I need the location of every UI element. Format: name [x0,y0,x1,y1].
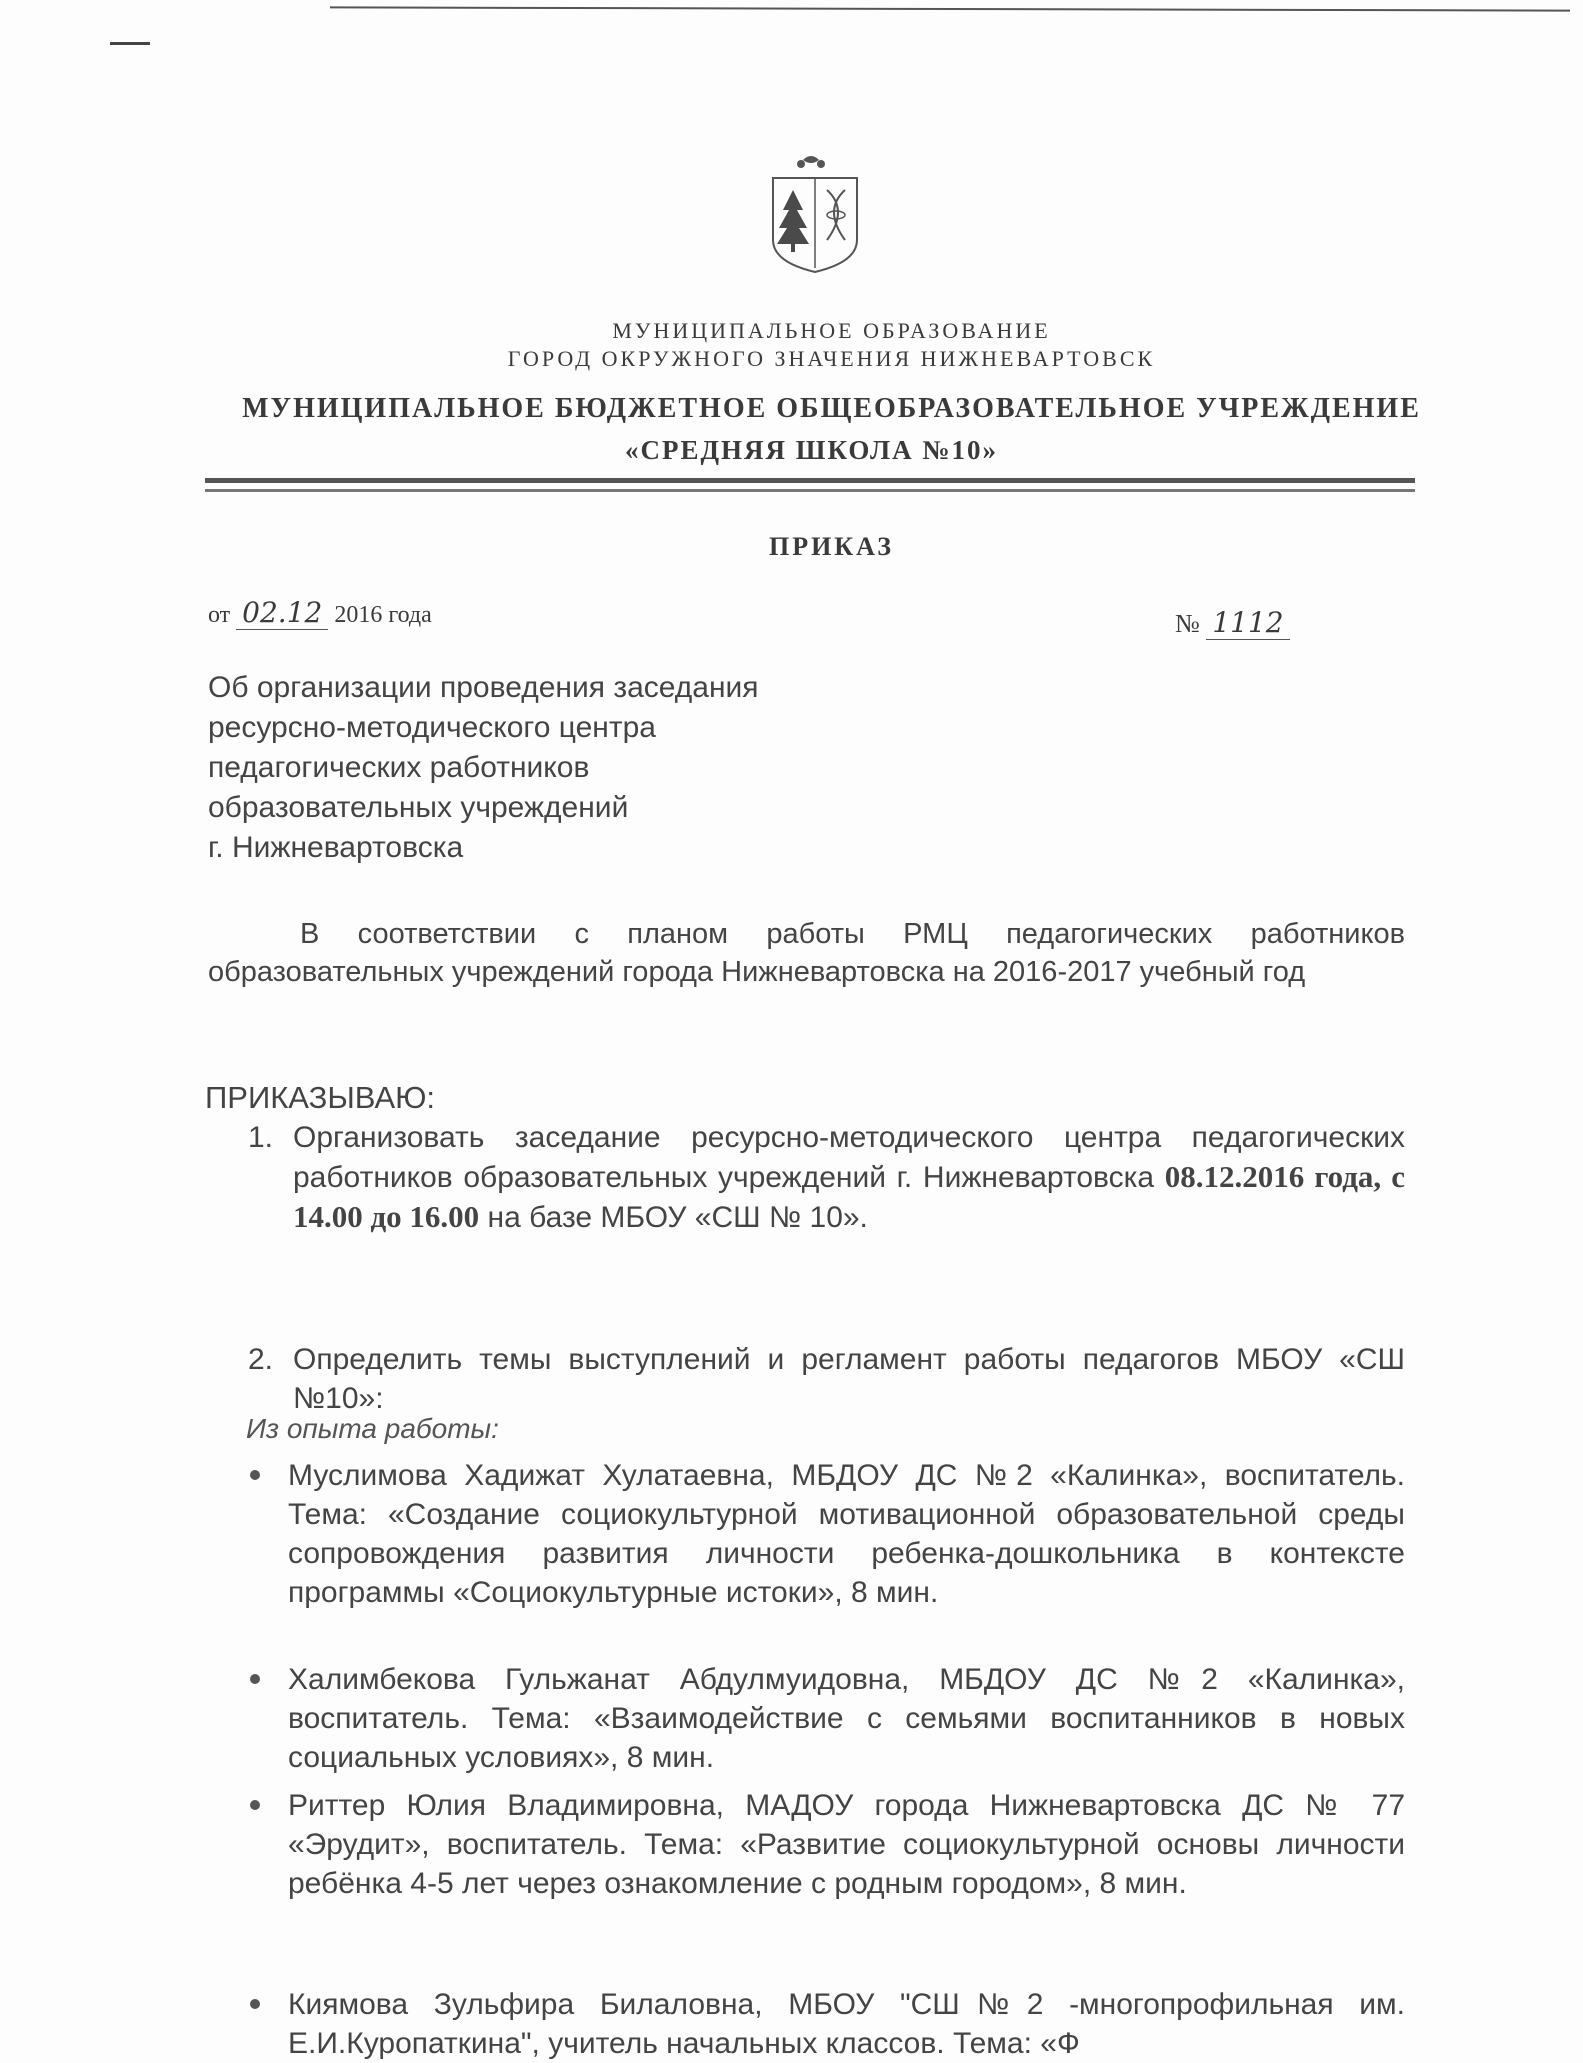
coat-of-arms-icon [765,150,865,275]
handwritten-number: 1112 [1206,606,1289,640]
speaker-text: Риттер Юлия Владимировна, МАДОУ города Нижневартовска ДС № 77 «Эрудит», воспитатель. Тема: «Развитие социокультурной основы личности ребёнка 4-5 лет через ознакомление с родным городом», 8 мин. [288,1789,1405,1900]
bullet-icon [250,1999,260,2009]
handwritten-date: 02.12 [236,596,328,630]
header-divider-thin [205,489,1415,492]
header-municipality: МУНИЦИПАЛЬНОЕ ОБРАЗОВАНИЕ [612,318,1051,343]
item-1-text: Организовать заседание ресурсно-методического центра педагогических работников образовательных учреждений г. Нижневартовска [293,1121,1405,1194]
header-divider-thick [205,478,1415,483]
header-institution: МУНИЦИПАЛЬНОЕ БЮДЖЕТНОЕ ОБЩЕОБРАЗОВАТЕЛЬНОЕ УЧРЕЖДЕНИЕ [242,393,1421,424]
order-subject [208,668,759,868]
bullet-icon [250,1674,260,1684]
subject-line: Об организации проведения заседания [208,671,759,704]
document-type-title: ПРИКАЗ [768,532,895,561]
speaker-item [250,1660,1405,1777]
subject-line: образовательных учреждений [208,791,629,824]
speaker-item [250,1985,1405,2063]
order-number [1175,606,1290,640]
experience-label: Из опыта работы: [246,1413,499,1444]
speaker-item [250,1456,1405,1612]
item-number: 1. [248,1121,274,1154]
preamble-paragraph [208,915,1405,991]
header-city: ГОРОД ОКРУЖНОГО ЗНАЧЕНИЯ НИЖНЕВАРТОВСК [507,346,1156,371]
date-prefix: от [208,602,231,628]
scan-edge [330,6,1570,11]
speaker-text: Халимбекова Гульжанат Абдулмуидовна, МБДОУ ДС №2 «Калинка», воспитатель. Тема: «Взаимодействие с семьями воспитанников в новых социальных условиях», 8 мин. [288,1663,1405,1774]
order-directive-word: ПРИКАЗЫВАЮ: [205,1080,436,1115]
bullet-icon [250,1470,260,1480]
date-year: 2016 года [334,602,432,628]
order-item-1 [248,1118,1405,1237]
speaker-item [250,1786,1405,1903]
item-2-text: Определить темы выступлений и регламент работы педагогов МБОУ «СШ №10»: [293,1343,1405,1415]
preamble-text: В соответствии с планом работы РМЦ педагогических работников образовательных учреждений города Нижневартовска на 2016-2017 учебный год [208,918,1405,988]
speaker-text: Муслимова Хадижат Хулатаевна, МБДОУ ДС №2 «Калинка», воспитатель. Тема: «Создание социокультурной мотивационной образовательной среды сопровождения развития личности ребенка-дошкольника в контексте программы «Социокультурные истоки», 8 мин. [288,1459,1405,1609]
subject-line: ресурсно-методического центра [208,711,656,744]
subject-line: г. Нижневартовска [208,831,464,864]
order-date [208,596,432,630]
item-1-venue: на базе МБОУ «СШ № 10». [487,1201,868,1234]
header-school-name: «СРЕДНЯЯ ШКОЛА №10» [624,435,999,465]
bullet-icon [250,1800,260,1810]
number-prefix: № [1175,609,1200,638]
subject-line: педагогических работников [208,751,590,784]
item-number: 2. [248,1343,274,1376]
scan-mark [110,42,150,45]
order-item-2 [248,1340,1405,1418]
meeting-datetime: 08.12.2016 года, с 14.00 до 16.00 [293,1159,1406,1234]
speaker-text: Киямова Зульфира Билаловна, МБОУ "СШ№2 -многопрофильная им. Е.И.Куропаткина", учитель начальных классов. Тема: «Ф [288,1988,1405,2060]
